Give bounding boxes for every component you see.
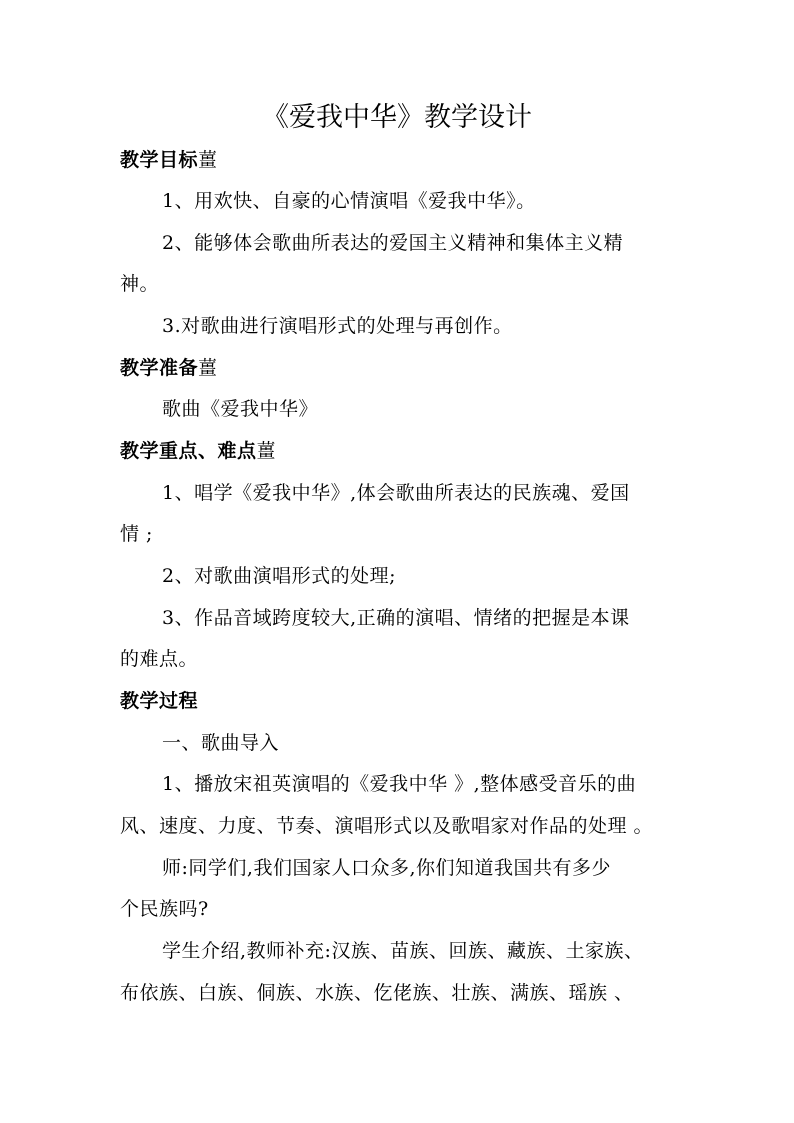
paragraph-line: 2、对歌曲演唱形式的处理; [162,565,396,587]
paragraph-line: 的难点。 [120,648,199,670]
paragraph-line: 布依族、白族、侗族、水族、仡佬族、壮族、满族、瑶族 、 [120,982,634,1004]
paragraph-line: 情 ; [120,523,153,545]
paragraph-line: 个民族吗? [120,898,209,920]
heading-text: 教学目标 [120,149,199,171]
heading-suffix: 薑 [198,149,218,171]
paragraph-line: 2、能够体会歌曲所表达的爱国主义精神和集体主义精 [162,232,624,254]
paragraph-line: 风、速度、力度、节奏、演唱形式以及歌唱家对作品的处理 。 [120,815,654,837]
heading-text: 教学准备 [120,357,199,379]
paragraph-line: 歌曲《爱我中华》 [162,398,319,420]
paragraph-line: 1、唱学《爱我中华》,体会歌曲所表达的民族魂、爱国 [162,482,630,504]
heading-suffix: 薑 [198,357,218,379]
heading-suffix: 薑 [256,440,277,462]
section-heading-preparation [120,355,218,381]
paragraph-line: 3、作品音域跨度较大,正确的演唱、情绪的把握是本课 [162,607,630,629]
section-heading-process [120,688,198,714]
section-heading-key-points [120,438,276,464]
heading-text: 教学重点、难点 [120,440,257,462]
paragraph-line: 学生介绍,教师补充:汉族、苗族、回族、藏族、土家族、 [162,940,644,962]
document-title: 《爱我中华》教学设计 [262,102,532,133]
paragraph-line: 神。 [120,273,160,295]
section-heading-goals [120,147,218,173]
paragraph-line: 1、播放宋祖英演唱的《爱我中华 》,整体感受音乐的曲 [162,773,637,795]
paragraph-line: 师:同学们,我们国家人口众多,你们知道我国共有多少 [162,857,611,879]
heading-text: 教学过程 [120,690,199,712]
paragraph-line: 3.对歌曲进行演唱形式的处理与再创作。 [162,315,513,337]
paragraph-line: 一、歌曲导入 [162,732,280,754]
paragraph-line: 1、用欢快、自豪的心情演唱《爱我中华》。 [162,190,536,212]
